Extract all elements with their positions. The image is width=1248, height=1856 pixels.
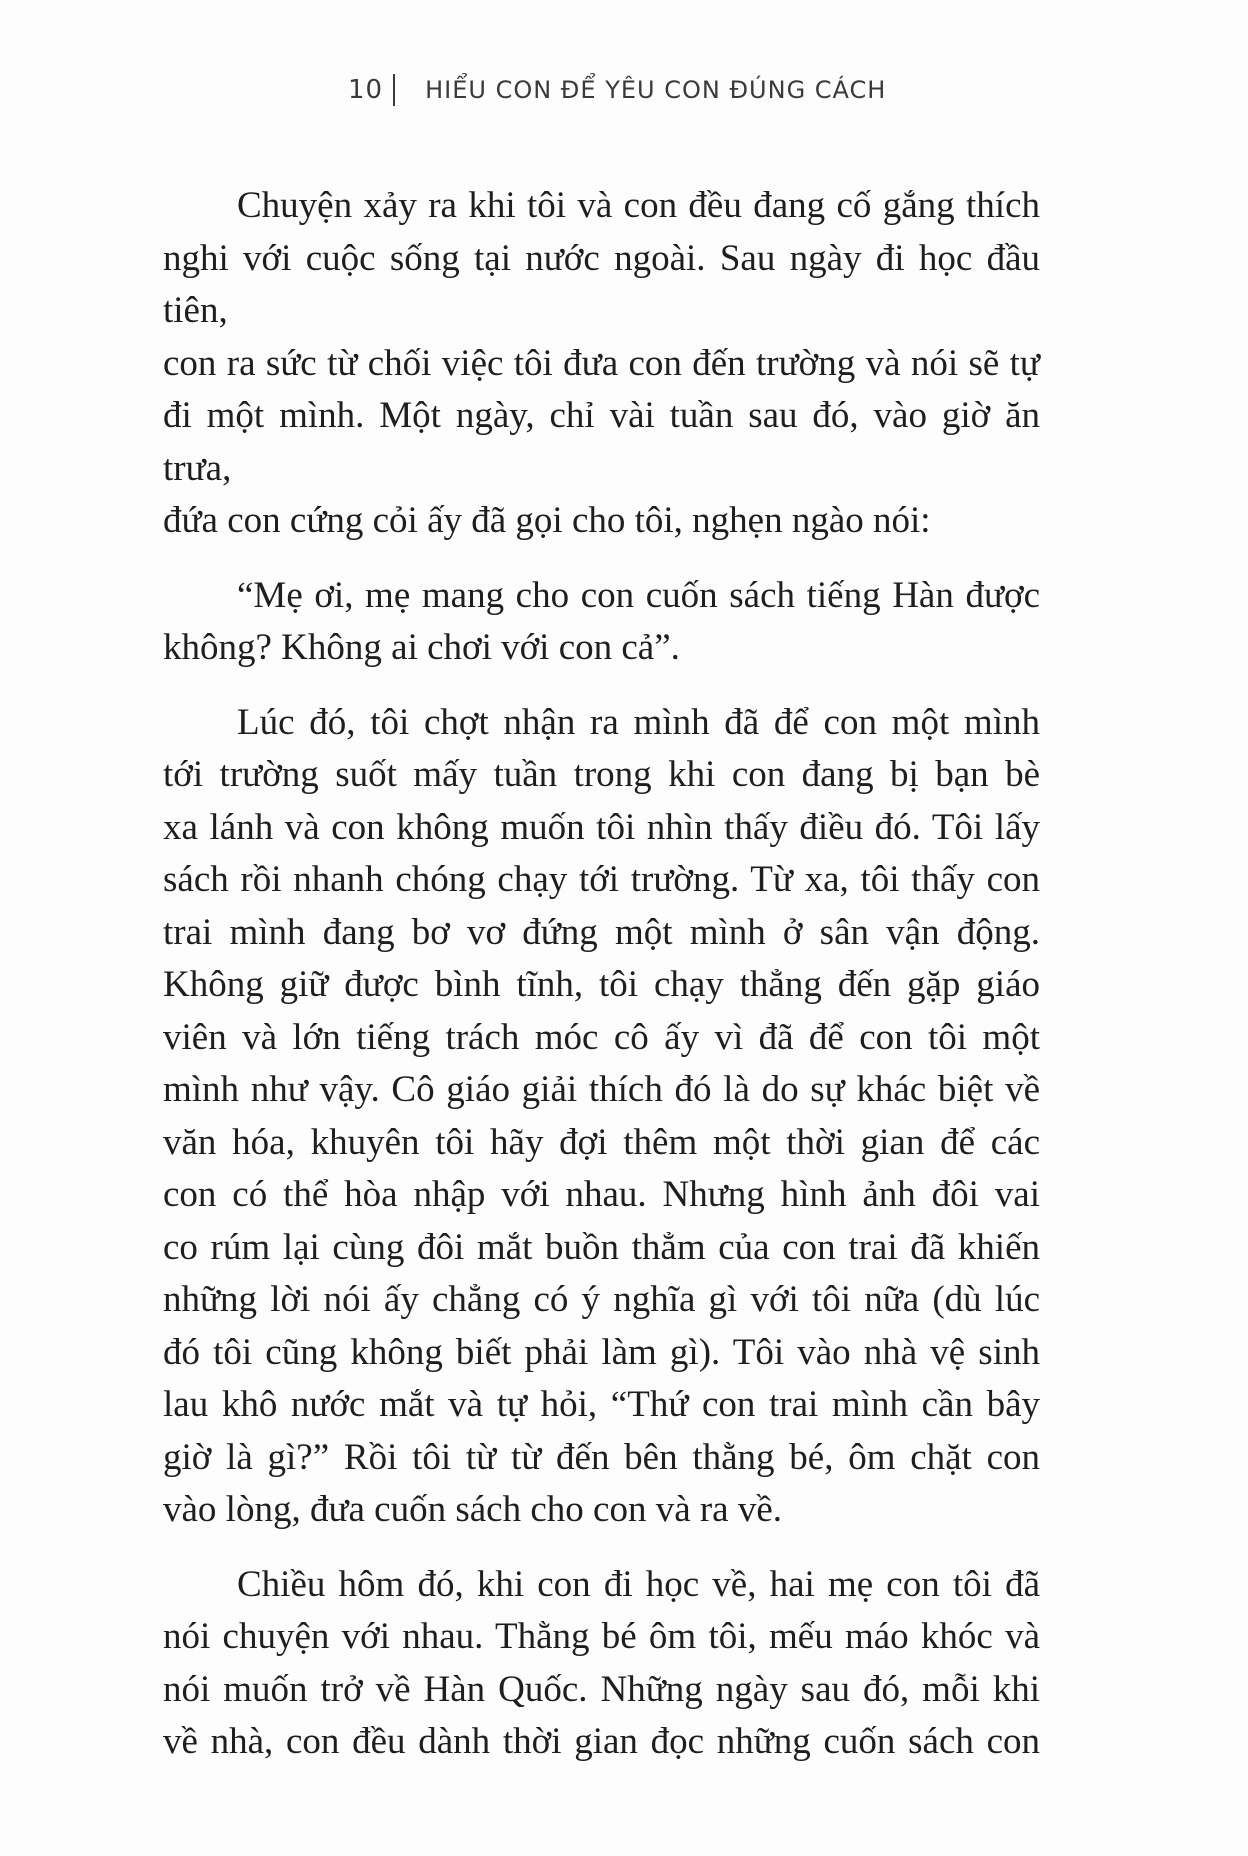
body-text — [163, 180, 1040, 1791]
text-line: Không giữ được bình tĩnh, tôi chạy thẳng đến gặp giáo — [163, 964, 1040, 1005]
paragraph-1 — [163, 180, 1040, 548]
paragraph-2-quote — [163, 570, 1040, 675]
text-line: nói muốn trở về Hàn Quốc. Những ngày sau đó, mỗi khi — [163, 1668, 1040, 1710]
text-line: đó tôi cũng không biết phải làm gì). Tôi vào nhà vệ sinh — [163, 1331, 1040, 1373]
text-line: con có thể hòa nhập với nhau. Nhưng hình ảnh đôi vai — [163, 1174, 1040, 1215]
text-line: không? Không ai chơi với con cả”. — [163, 627, 680, 668]
text-line: trai mình đang bơ vơ đứng một mình ở sân vận động. — [163, 911, 1040, 953]
text-line: viên và lớn tiếng trách móc cô ấy vì đã để con tôi một — [163, 1016, 1040, 1058]
text-line: văn hóa, khuyên tôi hãy đợi thêm một thời gian để các — [163, 1121, 1040, 1163]
text-line: giờ là gì?” Rồi tôi từ từ đến bên thằng bé, ôm chặt con — [163, 1436, 1040, 1478]
text-line: sách rồi nhanh chóng chạy tới trường. Từ xa, tôi thấy con — [163, 859, 1040, 900]
text-line: mình như vậy. Cô giáo giải thích đó là do sự khác biệt về — [163, 1069, 1040, 1110]
header-divider — [393, 74, 395, 106]
text-line: nói chuyện với nhau. Thằng bé ôm tôi, mếu máo khóc và — [163, 1616, 1040, 1657]
text-line: về nhà, con đều dành thời gian đọc những cuốn sách con — [163, 1721, 1040, 1762]
book-title: HIỂU CON ĐỂ YÊU CON ĐÚNG CÁCH — [425, 76, 887, 104]
text-line: con ra sức từ chối việc tôi đưa con đến trường và nói sẽ tự — [163, 342, 1040, 384]
text-line: “Mẹ ơi, mẹ mang cho con cuốn sách tiếng Hàn được — [237, 574, 1040, 616]
text-line: xa lánh và con không muốn tôi nhìn thấy điều đó. Tôi lấy — [163, 806, 1040, 848]
text-line: Lúc đó, tôi chợt nhận ra mình đã để con một mình — [237, 701, 1040, 743]
text-line: đứa con cứng cỏi ấy đã gọi cho tôi, nghẹn ngào nói: — [163, 500, 931, 541]
page-number: 10 — [348, 75, 384, 105]
text-line: Chuyện xảy ra khi tôi và con đều đang cố gắng thích — [237, 185, 1040, 226]
text-line: những lời nói ấy chẳng có ý nghĩa gì với tôi nữa (dù lúc — [163, 1279, 1040, 1320]
text-line: vào lòng, đưa cuốn sách cho con và ra về. — [163, 1489, 783, 1530]
paragraph-3 — [163, 697, 1040, 1537]
text-line: Chiều hôm đó, khi con đi học về, hai mẹ con tôi đã — [237, 1563, 1040, 1605]
text-line: nghi với cuộc sống tại nước ngoài. Sau ngày đi học đầu tiên, — [163, 237, 1040, 331]
running-header — [348, 74, 886, 106]
text-line: đi một mình. Một ngày, chỉ vài tuần sau đó, vào giờ ăn trưa, — [163, 395, 1040, 489]
paragraph-4 — [163, 1559, 1040, 1769]
text-line: tới trường suốt mấy tuần trong khi con đang bị bạn bè — [163, 754, 1040, 795]
text-line: co rúm lại cùng đôi mắt buồn thẳm của con trai đã khiến — [163, 1226, 1040, 1268]
text-line: lau khô nước mắt và tự hỏi, “Thứ con trai mình cần bây — [163, 1384, 1040, 1425]
